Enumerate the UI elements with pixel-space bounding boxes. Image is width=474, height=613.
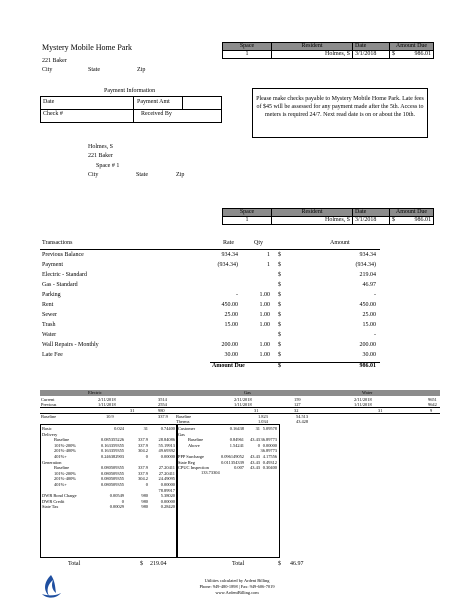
detail-value: 0 <box>257 442 260 448</box>
transaction-currency: $ <box>278 302 281 308</box>
transaction-row <box>40 302 380 312</box>
transaction-row <box>40 342 380 352</box>
transaction-currency: $ <box>278 322 281 328</box>
detail-label: 201%-400% <box>54 448 76 454</box>
detail-label: Baseline <box>188 437 204 443</box>
transaction-label: Water <box>42 332 57 338</box>
payment-amt-label: Payment Amt <box>137 99 170 105</box>
transaction-label: Trash <box>42 322 56 328</box>
payment-info-title: Payment Information <box>104 88 156 94</box>
detail-value: 0 <box>145 453 148 459</box>
transaction-currency: $ <box>278 352 281 358</box>
received-by-label: Received By <box>141 111 172 117</box>
amount-due-total: 986.01 <box>359 363 376 369</box>
col-amount-due: Amount Due <box>390 43 434 51</box>
transaction-label: Parking <box>42 292 61 298</box>
detail-value: 980 <box>141 504 148 510</box>
detail-value: 0 <box>145 481 148 487</box>
transaction-row <box>40 352 380 362</box>
electric-total-currency: $ <box>140 561 143 567</box>
detail-value: 27.20411 <box>158 465 175 471</box>
transaction-currency: $ <box>278 312 281 318</box>
detail-value: 980 <box>141 493 148 499</box>
transactions-header <box>40 240 380 248</box>
footer-website-link[interactable]: www.ArdentBilling.com <box>215 590 259 595</box>
mid-account-table <box>222 208 434 225</box>
detail-value: 0.00000 <box>160 481 175 487</box>
detail-label: Generation <box>42 459 62 465</box>
gas-detail-box <box>176 424 280 558</box>
transaction-rate: (934.34) <box>217 262 238 268</box>
meter-previous-row: Previous 1/11/2018 2554 1/11/2018 127 1/11/2018 9642 <box>41 402 437 407</box>
detail-value: 31 <box>143 426 148 431</box>
transaction-row <box>40 312 380 322</box>
transaction-amount: 30.00 <box>362 352 376 358</box>
detail-value: 0.00549 <box>109 493 124 499</box>
transaction-qty: 1.00 <box>259 312 270 318</box>
detail-label: 201%-400% <box>54 476 76 482</box>
resident-state: State <box>136 172 148 178</box>
meter-header-bar <box>40 390 440 396</box>
detail-label: Gas <box>178 431 185 437</box>
transaction-row <box>40 282 380 292</box>
transaction-amount: 200.00 <box>359 342 376 348</box>
transaction-amount: 934.34 <box>359 252 376 258</box>
transaction-amount: 450.00 <box>359 302 376 308</box>
transaction-rate: 25.00 <box>224 312 238 318</box>
transaction-qty: 1.00 <box>259 342 270 348</box>
transaction-label: Payment <box>42 262 63 268</box>
detail-value: 0.00000 <box>160 498 175 504</box>
transaction-row <box>40 272 380 282</box>
detail-value: 24.49095 <box>158 476 175 482</box>
detail-value: 980 <box>141 498 148 504</box>
date-value: 3/1/2018 <box>353 217 390 225</box>
resident-name: Holmes, S <box>88 144 114 150</box>
transaction-amount: 15.00 <box>362 322 376 328</box>
detail-label: 401%+ <box>54 481 67 487</box>
transaction-amount: (934.34) <box>355 262 376 268</box>
electric-total-label: Total <box>68 561 81 567</box>
transaction-rate: 934.34 <box>221 252 238 258</box>
transaction-rate: 15.00 <box>224 322 238 328</box>
detail-label: Above <box>188 442 200 448</box>
transaction-row <box>40 252 380 262</box>
resident-value: Holmes, S <box>272 51 353 59</box>
electric-detail-box <box>40 424 178 558</box>
transaction-label: Gas - Standard <box>42 282 78 288</box>
footer-line-1: Utilities calculated by Ardent Billing <box>204 578 270 583</box>
transaction-row <box>40 262 380 272</box>
detail-label: CPUC Inspection <box>178 465 209 471</box>
amount-header: Amount <box>330 240 350 246</box>
transaction-qty: 1.00 <box>259 292 270 298</box>
detail-value: 304.2 <box>138 448 148 454</box>
space-value: 1 <box>223 51 272 59</box>
transaction-amount: - <box>374 332 376 338</box>
transaction-amount: 25.00 <box>362 312 376 318</box>
detail-value: 5.09578 <box>262 426 277 431</box>
transaction-currency: $ <box>278 342 281 348</box>
detail-value: 337.9 <box>138 442 148 448</box>
detail-value: 0.49312 <box>262 459 277 465</box>
detail-value: 337.9 <box>138 465 148 471</box>
detail-value: 0.74400 <box>160 426 175 431</box>
transaction-label: Electric - Standard <box>42 272 87 278</box>
transaction-label: Previous Balance <box>42 252 84 258</box>
detail-label: 101%-200% <box>54 470 76 476</box>
park-zip: Zip <box>137 67 146 73</box>
transaction-rate: 200.00 <box>221 342 238 348</box>
electric-header: Electric <box>88 390 102 395</box>
detail-value: 4.17556 <box>262 453 277 459</box>
transaction-rate: 30.00 <box>224 352 238 358</box>
transaction-currency: $ <box>278 262 281 268</box>
park-address: 221 Baker <box>42 58 67 64</box>
detail-value: 0.024 <box>114 426 124 431</box>
transaction-currency: $ <box>278 292 281 298</box>
payment-info-box <box>40 96 222 123</box>
resident-address: 221 Baker <box>88 153 113 159</box>
resident-city: City <box>88 172 99 178</box>
col-date: Date <box>353 43 390 51</box>
detail-value: 0.16438 <box>229 426 244 431</box>
detail-label: Baseline <box>54 437 70 443</box>
detail-value: 0.30400 <box>262 465 277 471</box>
detail-label: Baseline <box>54 465 70 471</box>
detail-value: 0.080509355 <box>100 481 124 487</box>
gas-detail-rows <box>178 426 278 471</box>
detail-value: 0.080509355 <box>100 476 124 482</box>
detail-value: 27.20411 <box>158 470 175 476</box>
detail-label: 401%+ <box>54 453 67 459</box>
transactions-rows <box>40 252 380 373</box>
park-city: City <box>42 67 53 73</box>
detail-value: 43.43 <box>250 465 260 471</box>
transaction-currency: $ <box>278 272 281 278</box>
transaction-label: Wall Repairs - Monthly <box>42 342 99 348</box>
meter-days-row: 31 980 31 32 31 9 <box>40 407 440 413</box>
detail-value: 55.19913 <box>158 442 175 448</box>
transaction-qty: 1 <box>267 252 270 258</box>
detail-row <box>42 504 176 510</box>
date-value: 3/1/2018 <box>353 51 390 59</box>
col-amount-due: Amount Due <box>390 209 434 217</box>
transaction-currency: $ <box>278 282 281 288</box>
meter-readings <box>40 397 440 424</box>
resident-value: Holmes, S <box>272 217 353 225</box>
detail-value: 0.080509355 <box>100 465 124 471</box>
col-space: Space <box>223 43 272 51</box>
park-state: State <box>88 67 100 73</box>
col-resident: Resident <box>272 43 353 51</box>
gas-total-label: Total <box>232 561 245 567</box>
detail-label: State Reg <box>178 459 195 465</box>
transaction-row <box>40 292 380 302</box>
amount-due-currency: $ <box>278 363 281 369</box>
detail-value: 0.00029 <box>109 504 124 510</box>
detail-value: 337.9 <box>138 470 148 476</box>
transaction-label: Rent <box>42 302 54 308</box>
detail-value: 78.89917 <box>158 487 175 493</box>
detail-label: State Tax <box>42 504 59 510</box>
meter-therms-row: Therms 1.034 43.428 <box>176 419 309 424</box>
gas-mid-value: 133.73304 <box>201 470 220 475</box>
detail-value: 1.54241 <box>229 442 244 448</box>
col-date: Date <box>353 209 390 217</box>
detail-value: 0.080509355 <box>100 470 124 476</box>
detail-value: 0.28420 <box>160 504 175 510</box>
detail-value: 43.43 <box>250 459 260 465</box>
detail-value: 0.00000 <box>262 442 277 448</box>
transaction-row <box>40 322 380 332</box>
detail-value: 0.84961 <box>229 437 244 443</box>
detail-value: 0.096149052 <box>220 453 244 459</box>
notice-box: Please make checks payable to Mystery Mobile Home Park. Late fees of $45 will be assessed for any payment made after the 5th. Access to meters is required 24/7. Next read date is on or about the 10th. <box>252 88 428 138</box>
detail-value: 0.007 <box>234 465 244 471</box>
detail-value: 0.246382903 <box>100 453 124 459</box>
amount-due-label: Amount Due <box>212 363 245 369</box>
transaction-qty: 1 <box>267 262 270 268</box>
top-account-table <box>222 42 434 59</box>
detail-value: 0 <box>121 498 124 504</box>
transaction-row <box>40 332 380 342</box>
detail-value: 5.38020 <box>160 493 175 499</box>
meter-current-row: Current 2/11/2018 3514 2/11/2018 159 2/11/2018 9651 <box>41 397 437 402</box>
meter-baseline-row: Baseline 10.9 337.9 Baseline 1.823 54.513 <box>40 413 440 419</box>
detail-value: 0.00000 <box>160 453 175 459</box>
transaction-qty: 1.00 <box>259 322 270 328</box>
detail-value: 304.2 <box>138 476 148 482</box>
footer-line-2: Phone: 949-480-1898 | Fax: 949-606-7019 <box>199 584 275 589</box>
transaction-currency: $ <box>278 252 281 258</box>
transaction-amount: 46.97 <box>362 282 376 288</box>
transactions-section <box>40 240 380 369</box>
amount-due-value: $ 986.01 <box>390 51 434 59</box>
transaction-qty: 1.00 <box>259 302 270 308</box>
transaction-amount: 219.04 <box>359 272 376 278</box>
detail-value: 36.89773 <box>260 437 277 443</box>
check-number-label: Check # <box>43 111 63 117</box>
detail-value: 337.9 <box>138 437 148 443</box>
detail-value: 0.085355226 <box>100 437 124 443</box>
detail-label: PPP Surcharge <box>178 453 204 459</box>
qty-header: Qty <box>254 240 263 246</box>
gas-header: Gas <box>244 390 251 395</box>
detail-label: Delivery <box>42 431 58 437</box>
detail-label: Basic <box>42 426 52 431</box>
transaction-label: Late Fee <box>42 352 63 358</box>
detail-label: Customer <box>178 426 196 431</box>
detail-row <box>178 465 278 471</box>
detail-value: 43.43 <box>250 453 260 459</box>
transaction-rate: 450.00 <box>221 302 238 308</box>
park-name: Mystery Mobile Home Park <box>42 43 132 52</box>
resident-space: Space # 1 <box>96 163 120 169</box>
col-resident: Resident <box>272 209 353 217</box>
resident-zip: Zip <box>176 172 185 178</box>
payment-date-label: Date <box>43 99 55 105</box>
space-value: 1 <box>223 217 272 225</box>
transactions-total-row <box>40 363 380 373</box>
transaction-currency: $ <box>278 332 281 338</box>
detail-label: DWR Credit <box>42 498 65 504</box>
detail-value: 0.011354339 <box>221 459 244 465</box>
detail-label: DWR Bond Charge <box>42 493 77 499</box>
col-space: Space <box>223 209 272 217</box>
detail-value: 49.69392 <box>158 448 175 454</box>
detail-label: 101%-200% <box>54 442 76 448</box>
water-header: Water <box>362 390 373 395</box>
rate-header: Rate <box>223 240 234 246</box>
electric-detail-rows <box>42 426 176 510</box>
electric-total-value: 219.04 <box>150 561 167 567</box>
transaction-label: Sewer <box>42 312 57 318</box>
transaction-amount: - <box>374 292 376 298</box>
detail-value: 36.89773 <box>260 448 277 454</box>
gas-total-value: 46.97 <box>290 561 304 567</box>
transaction-rate: - <box>236 292 238 298</box>
transactions-title: Transactions <box>42 240 73 246</box>
detail-value: 31 <box>255 426 260 431</box>
detail-value: 0.163359355 <box>100 442 124 448</box>
detail-value: 0.163359355 <box>100 448 124 454</box>
transaction-qty: 1.00 <box>259 352 270 358</box>
detail-value: 43.43 <box>250 437 260 443</box>
detail-value: 28.84086 <box>158 437 175 443</box>
amount-due-value: $ 986.01 <box>390 217 434 225</box>
gas-total-currency: $ <box>278 561 281 567</box>
